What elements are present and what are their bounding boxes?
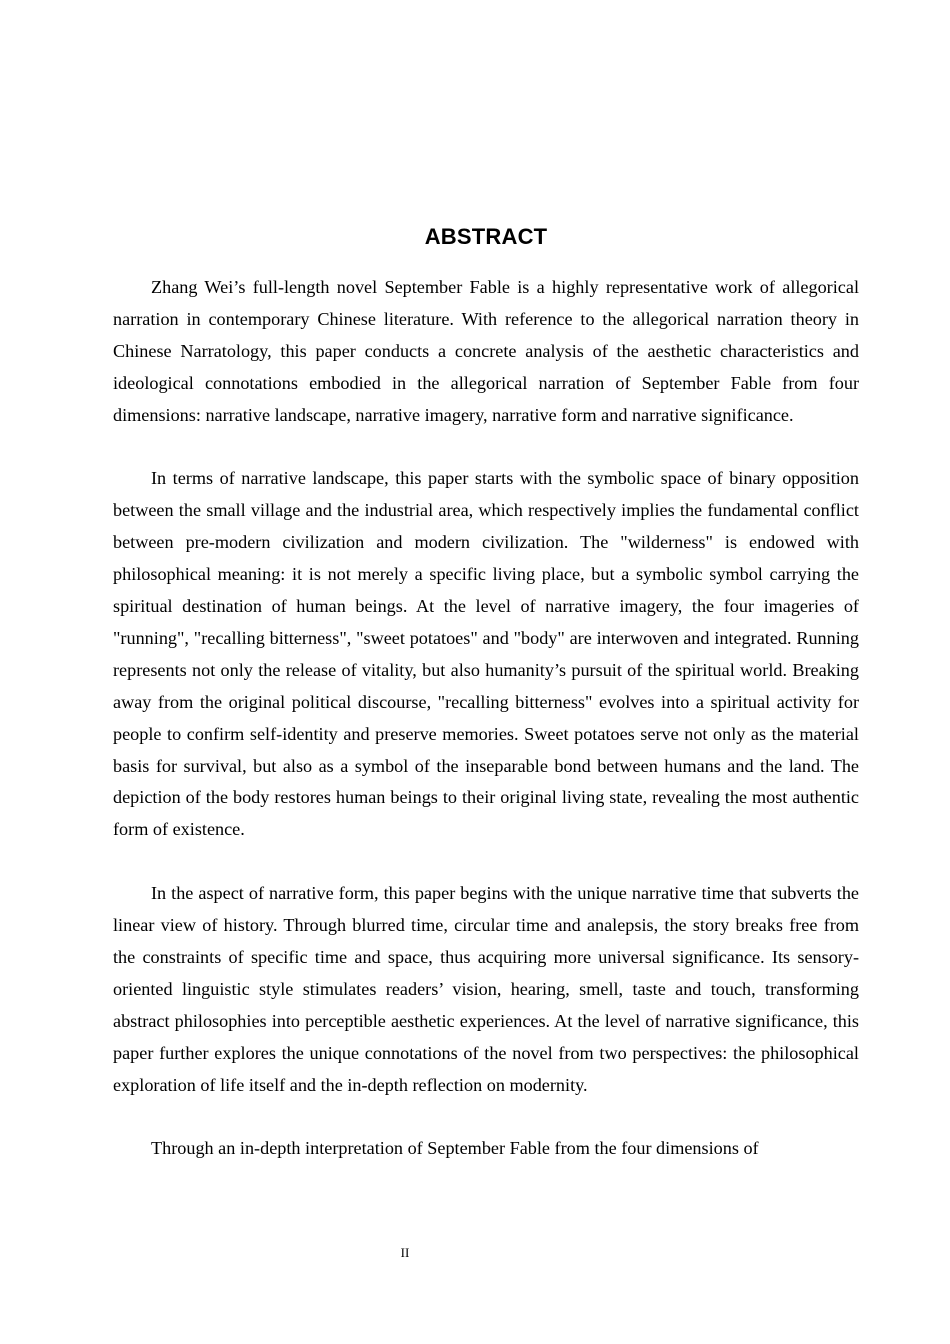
abstract-body <box>113 272 859 1197</box>
abstract-paragraph-4: Through an in-depth interpretation of September Fable from the four dimensions of <box>151 1138 759 1159</box>
abstract-paragraph-1: Zhang Wei’s full-length novel September Fable is a highly representative work of allegorical narration in contemporary Chinese literature. With reference to the allegorical narration theory in Chinese Narratology, this paper conducts a concrete analysis of the aesthetic characteristics and ideological connotations embodied in the allegorical narration of September Fable from four dimensions: narrative landscape, narrative imagery, narrative form and narrative significance. <box>113 277 859 425</box>
abstract-title: ABSTRACT <box>424 223 548 249</box>
page-number: II <box>400 1245 410 1260</box>
abstract-paragraph-3: In the aspect of narrative form, this paper begins with the unique narrative time that subverts the linear view of history. Through blurred time, circular time and analepsis, the story breaks free from the constraints of specific time and space, thus acquiring more universal significance. Its sensory-oriented linguistic style stimulates readers’ vision, hearing, smell, taste and touch, transforming abstract philosophies into perceptible aesthetic experiences. At the level of narrative significance, this paper further explores the unique connotations of the novel from two perspectives: the philosophical exploration of life itself and the in-depth reflection on modernity. <box>113 883 859 1095</box>
abstract-paragraph-2: In terms of narrative landscape, this paper starts with the symbolic space of binary opposition between the small village and the industrial area, which respectively implies the fundamental conflict between pre-modern civilization and modern civilization. The "wilderness" is endowed with philosophical meaning: it is not merely a specific living place, but a symbolic symbol carrying the spiritual destination of human beings. At the level of narrative imagery, the four imageries of "running", "recalling bitterness", "sweet potatoes" and "body" are interwoven and integrated. Running represents not only the release of vitality, but also humanity’s pursuit of the spiritual world. Breaking away from the original political discourse, "recalling bitterness" evolves into a spiritual activity for people to confirm self-identity and preserve memories. Sweet potatoes serve not only as the material basis for survival, but also as a symbol of the inseparable bond between humans and the land. The depiction of the body restores human beings to their original living state, revealing the most authentic form of existence. <box>113 468 859 840</box>
